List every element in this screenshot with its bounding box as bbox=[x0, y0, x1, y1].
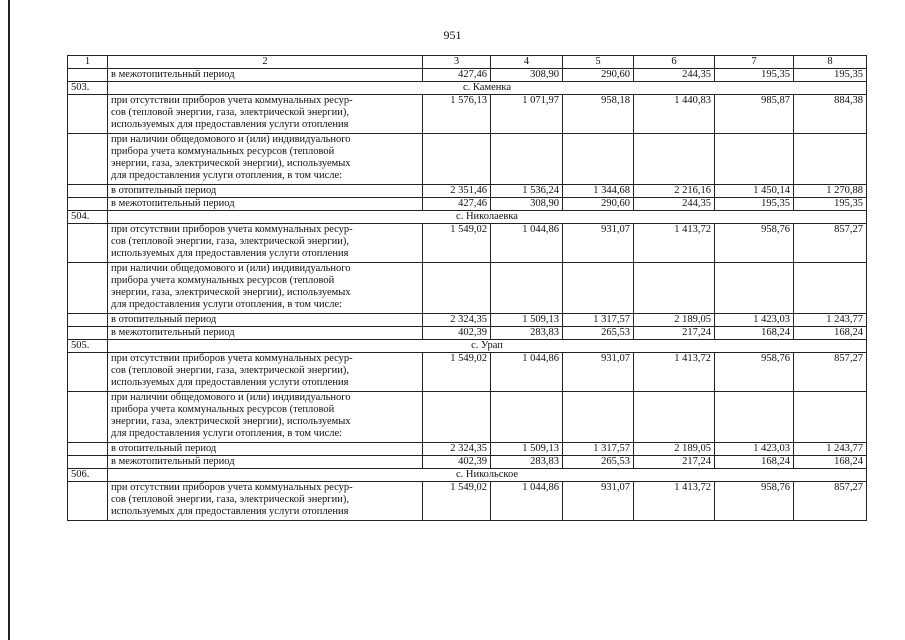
row-description: при отсутствии приборов учета коммунальных ресур- сов (тепловой энергии, газа, электрической энергии), используемых для предоставления услуги отопления bbox=[108, 482, 423, 521]
tariff-value: 1 536,24 bbox=[491, 185, 563, 198]
tariff-value: 884,38 bbox=[794, 95, 867, 134]
tariff-value: 168,24 bbox=[715, 456, 794, 469]
tariff-value bbox=[715, 392, 794, 443]
tariff-value bbox=[491, 263, 563, 314]
row-number bbox=[68, 327, 108, 340]
tariff-value bbox=[563, 392, 634, 443]
column-header: 1 bbox=[68, 56, 108, 69]
row-number: 505. bbox=[68, 340, 108, 353]
row-description: при наличии общедомового и (или) индивидуального прибора учета коммунальных ресурсов (тепловой энергии, газа, электрической энергии), используемых для предоставления услуги отопления, в том числе: bbox=[108, 263, 423, 314]
location-row bbox=[68, 82, 867, 95]
row-number bbox=[68, 95, 108, 134]
location-row bbox=[68, 469, 867, 482]
tariff-value bbox=[634, 134, 715, 185]
page-number: 951 bbox=[443, 28, 462, 42]
row-description: в межотопительный период bbox=[108, 69, 423, 82]
tariff-value: 217,24 bbox=[634, 456, 715, 469]
tariff-value: 1 317,57 bbox=[563, 314, 634, 327]
tariff-value: 290,60 bbox=[563, 69, 634, 82]
tariff-value: 308,90 bbox=[491, 198, 563, 211]
tariff-value: 1 344,68 bbox=[563, 185, 634, 198]
row-number: 506. bbox=[68, 469, 108, 482]
tariff-value: 1 423,03 bbox=[715, 443, 794, 456]
tariff-value: 2 189,05 bbox=[634, 443, 715, 456]
row-description: при наличии общедомового и (или) индивидуального прибора учета коммунальных ресурсов (тепловой энергии, газа, электрической энергии), используемых для предоставления услуги отопления, в том числе: bbox=[108, 134, 423, 185]
row-description: при наличии общедомового и (или) индивидуального прибора учета коммунальных ресурсов (тепловой энергии, газа, электрической энергии), используемых для предоставления услуги отопления, в том числе: bbox=[108, 392, 423, 443]
row-description: при отсутствии приборов учета коммунальных ресур- сов (тепловой энергии, газа, электрической энергии), используемых для предоставления услуги отопления bbox=[108, 353, 423, 392]
tariff-value: 857,27 bbox=[794, 224, 867, 263]
row-number bbox=[68, 314, 108, 327]
location-name: с. Урап bbox=[108, 340, 867, 353]
tariff-value: 195,35 bbox=[715, 69, 794, 82]
tariff-value: 1 044,86 bbox=[491, 224, 563, 263]
tariff-value: 857,27 bbox=[794, 353, 867, 392]
tariff-value: 1 450,14 bbox=[715, 185, 794, 198]
tariff-value: 290,60 bbox=[563, 198, 634, 211]
table-row bbox=[68, 134, 867, 185]
tariff-value: 1 549,02 bbox=[423, 482, 491, 521]
row-number bbox=[68, 353, 108, 392]
tariff-value: 985,87 bbox=[715, 95, 794, 134]
tariff-value: 427,46 bbox=[423, 198, 491, 211]
tariff-value: 283,83 bbox=[491, 327, 563, 340]
tariff-value bbox=[491, 134, 563, 185]
tariff-value bbox=[423, 134, 491, 185]
tariff-value: 931,07 bbox=[563, 224, 634, 263]
tariff-value bbox=[715, 263, 794, 314]
column-header: 7 bbox=[715, 56, 794, 69]
tariff-value: 402,39 bbox=[423, 456, 491, 469]
tariff-value: 2 216,16 bbox=[634, 185, 715, 198]
tariff-value bbox=[423, 263, 491, 314]
tariff-value: 402,39 bbox=[423, 327, 491, 340]
row-number bbox=[68, 69, 108, 82]
row-description: в межотопительный период bbox=[108, 327, 423, 340]
row-number bbox=[68, 198, 108, 211]
tariff-value: 2 324,35 bbox=[423, 443, 491, 456]
tariff-value: 1 044,86 bbox=[491, 353, 563, 392]
tariff-value bbox=[634, 263, 715, 314]
location-row bbox=[68, 340, 867, 353]
tariff-value: 195,35 bbox=[794, 198, 867, 211]
table-row bbox=[68, 263, 867, 314]
tariff-value: 1 044,86 bbox=[491, 482, 563, 521]
tariff-table bbox=[67, 55, 867, 521]
table-row bbox=[68, 224, 867, 263]
tariff-value: 244,35 bbox=[634, 198, 715, 211]
tariff-value bbox=[563, 263, 634, 314]
row-description: в отопительный период bbox=[108, 443, 423, 456]
tariff-value: 244,35 bbox=[634, 69, 715, 82]
tariff-value: 1 509,13 bbox=[491, 314, 563, 327]
column-header: 6 bbox=[634, 56, 715, 69]
row-description: в межотопительный период bbox=[108, 198, 423, 211]
row-number bbox=[68, 134, 108, 185]
table-row bbox=[68, 392, 867, 443]
tariff-value: 1 423,03 bbox=[715, 314, 794, 327]
tariff-value: 1 243,77 bbox=[794, 314, 867, 327]
tariff-value: 168,24 bbox=[794, 327, 867, 340]
tariff-value: 1 243,77 bbox=[794, 443, 867, 456]
tariff-value: 1 413,72 bbox=[634, 353, 715, 392]
row-description: в отопительный период bbox=[108, 185, 423, 198]
row-number bbox=[68, 443, 108, 456]
tariff-value: 168,24 bbox=[794, 456, 867, 469]
tariff-value: 1 576,13 bbox=[423, 95, 491, 134]
table-row bbox=[68, 69, 867, 82]
row-number bbox=[68, 185, 108, 198]
tariff-value bbox=[491, 392, 563, 443]
column-header: 5 bbox=[563, 56, 634, 69]
table-row bbox=[68, 314, 867, 327]
tariff-value: 2 351,46 bbox=[423, 185, 491, 198]
tariff-value: 1 413,72 bbox=[634, 224, 715, 263]
tariff-value: 958,18 bbox=[563, 95, 634, 134]
scan-edge-line bbox=[8, 0, 10, 640]
row-description: в межотопительный период bbox=[108, 456, 423, 469]
column-header: 3 bbox=[423, 56, 491, 69]
table-row bbox=[68, 95, 867, 134]
tariff-value: 283,83 bbox=[491, 456, 563, 469]
tariff-value: 1 440,83 bbox=[634, 95, 715, 134]
row-description: в отопительный период bbox=[108, 314, 423, 327]
tariff-value bbox=[715, 134, 794, 185]
tariff-value: 1 317,57 bbox=[563, 443, 634, 456]
location-row bbox=[68, 211, 867, 224]
row-number bbox=[68, 482, 108, 521]
row-number bbox=[68, 456, 108, 469]
tariff-value: 857,27 bbox=[794, 482, 867, 521]
tariff-value: 217,24 bbox=[634, 327, 715, 340]
tariff-value: 2 189,05 bbox=[634, 314, 715, 327]
tariff-value: 1 071,97 bbox=[491, 95, 563, 134]
tariff-value bbox=[423, 392, 491, 443]
column-header: 8 bbox=[794, 56, 867, 69]
tariff-value: 1 549,02 bbox=[423, 224, 491, 263]
tariff-table-body bbox=[68, 56, 867, 521]
location-name: с. Каменка bbox=[108, 82, 867, 95]
tariff-value: 958,76 bbox=[715, 224, 794, 263]
tariff-value: 195,35 bbox=[715, 198, 794, 211]
row-number: 504. bbox=[68, 211, 108, 224]
location-name: с. Николаевка bbox=[108, 211, 867, 224]
tariff-value bbox=[794, 134, 867, 185]
tariff-value: 931,07 bbox=[563, 353, 634, 392]
row-number bbox=[68, 263, 108, 314]
table-row bbox=[68, 443, 867, 456]
table-row bbox=[68, 353, 867, 392]
tariff-value: 308,90 bbox=[491, 69, 563, 82]
tariff-value: 1 270,88 bbox=[794, 185, 867, 198]
row-description: при отсутствии приборов учета коммунальных ресур- сов (тепловой энергии, газа, электрической энергии), используемых для предоставления услуги отопления bbox=[108, 95, 423, 134]
table-row bbox=[68, 185, 867, 198]
tariff-value: 427,46 bbox=[423, 69, 491, 82]
tariff-value bbox=[634, 392, 715, 443]
location-name: с. Никольское bbox=[108, 469, 867, 482]
table-row bbox=[68, 327, 867, 340]
row-number bbox=[68, 392, 108, 443]
row-number bbox=[68, 224, 108, 263]
tariff-value: 931,07 bbox=[563, 482, 634, 521]
row-description: при отсутствии приборов учета коммунальных ресур- сов (тепловой энергии, газа, электрической энергии), используемых для предоставления услуги отопления bbox=[108, 224, 423, 263]
table-header-row bbox=[68, 56, 867, 69]
tariff-value: 195,35 bbox=[794, 69, 867, 82]
row-number: 503. bbox=[68, 82, 108, 95]
tariff-value: 2 324,35 bbox=[423, 314, 491, 327]
tariff-value bbox=[794, 392, 867, 443]
tariff-value: 1 509,13 bbox=[491, 443, 563, 456]
column-header: 4 bbox=[491, 56, 563, 69]
tariff-value bbox=[794, 263, 867, 314]
tariff-value: 168,24 bbox=[715, 327, 794, 340]
tariff-value bbox=[563, 134, 634, 185]
table-row bbox=[68, 482, 867, 521]
tariff-value: 958,76 bbox=[715, 353, 794, 392]
table-row bbox=[68, 456, 867, 469]
table-row bbox=[68, 198, 867, 211]
column-header: 2 bbox=[108, 56, 423, 69]
tariff-value: 1 413,72 bbox=[634, 482, 715, 521]
tariff-value: 265,53 bbox=[563, 456, 634, 469]
tariff-value: 1 549,02 bbox=[423, 353, 491, 392]
tariff-value: 265,53 bbox=[563, 327, 634, 340]
tariff-value: 958,76 bbox=[715, 482, 794, 521]
